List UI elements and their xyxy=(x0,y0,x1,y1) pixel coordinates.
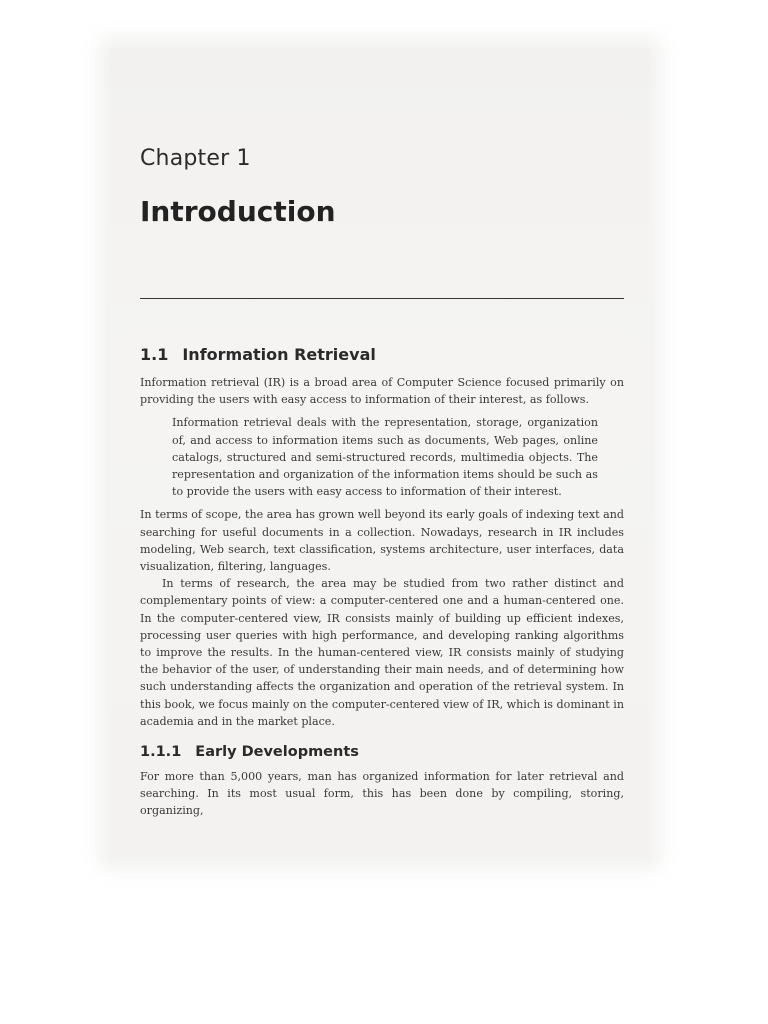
chapter-title: Introduction xyxy=(140,195,336,228)
paragraph-research: In terms of research, the area may be studied from two rather distinct and complementary points of view: a computer-centered one and a human-centered one. In the computer-centered view, IR consists mainly of building up efficient indexes, processing user queries with high performance, and developing ranking algorithms to improve the results. In the human-centered view, IR consists mainly of studying the behavior of the user, of understanding their main needs, and of determining how such understanding affects the organization and operation of the retrieval system. In this book, we focus mainly on the computer-centered view of IR, which is dominant in academia and in the market place. xyxy=(140,577,624,728)
section-title: Information Retrieval xyxy=(182,345,376,364)
paragraph-early-developments: For more than 5,000 years, man has organized information for later retrieval and searching. In its most usual form, this has been done by compiling, storing, organizing, xyxy=(140,770,624,818)
section-number: 1.1 xyxy=(140,345,169,364)
subsection-heading xyxy=(140,744,624,760)
chapter-divider xyxy=(140,298,624,299)
section-intro: Information retrieval (IR) is a broad area of Computer Science focused primarily on providing the users with easy access to information of their interest, as follows. xyxy=(140,376,624,407)
definition-quote: Information retrieval deals with the representation, storage, organization of, and access to information items such as documents, Web pages, online catalogs, structured and semi-structured records, multimedia objects. The representation and organization of the information items should be such as to provide the users with easy access to information of their interest. xyxy=(172,416,598,499)
paragraph-scope: In terms of scope, the area has grown well beyond its early goals of indexing text and searching for useful documents in a collection. Nowadays, research in IR includes modeling, Web search, text classification, systems architecture, user interfaces, data visualization, filtering, languages. xyxy=(140,508,624,574)
subsection-number: 1.1.1 xyxy=(140,744,182,761)
book-page xyxy=(140,130,624,820)
section-heading xyxy=(140,345,624,364)
subsection-title: Early Developments xyxy=(195,744,359,761)
chapter-label: Chapter 1 xyxy=(140,146,251,171)
